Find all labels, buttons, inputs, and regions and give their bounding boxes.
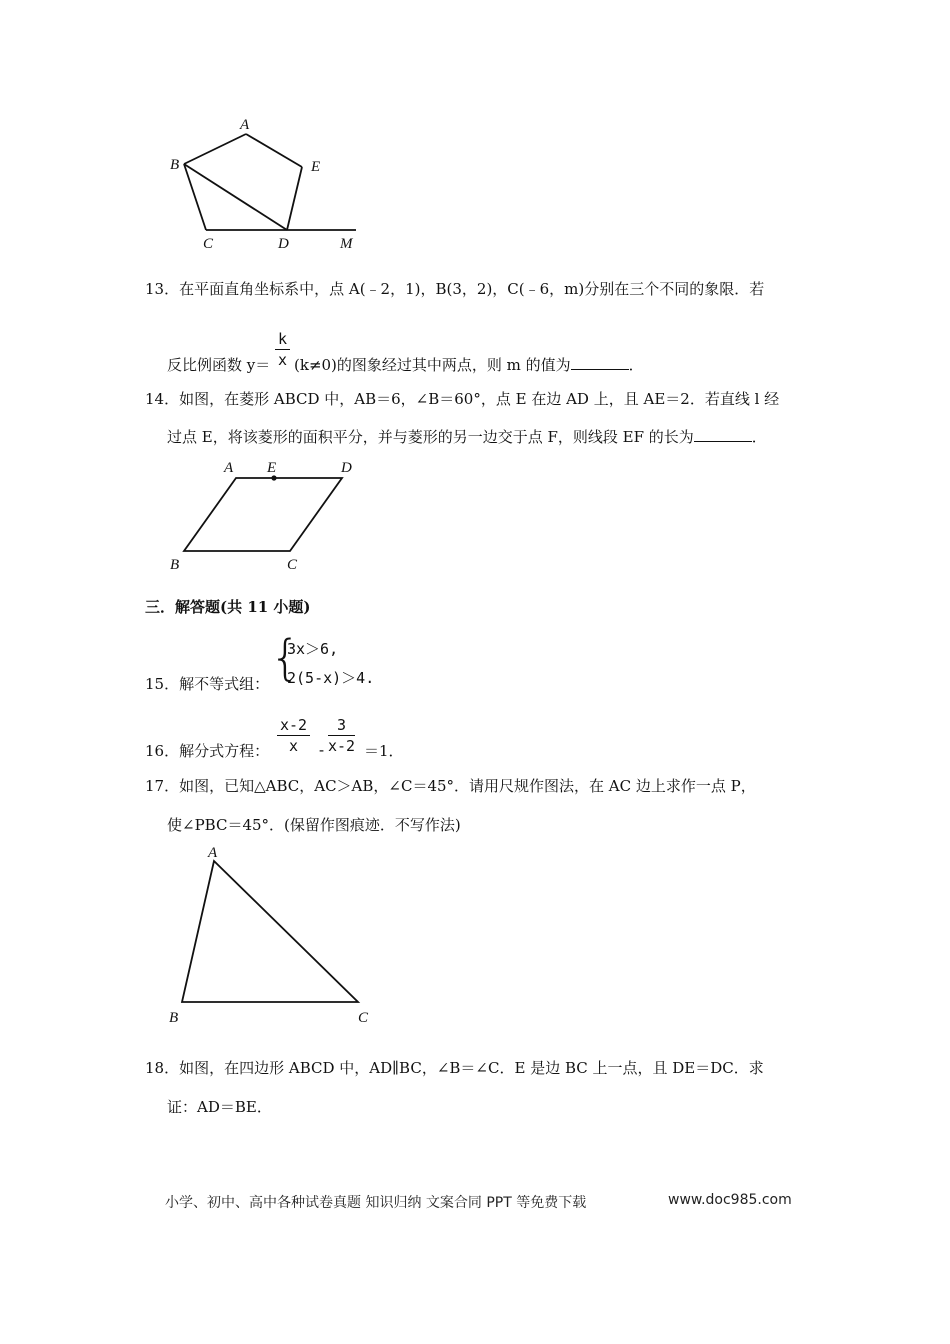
q16-number: 16．	[145, 742, 180, 760]
triangle-label-b: B	[169, 1010, 179, 1026]
rhombus-label-b: B	[170, 557, 180, 573]
q13-line1	[145, 278, 764, 299]
q15-number: 15．	[145, 675, 180, 693]
q13-line2-pre	[167, 354, 270, 375]
triangle-label-a: A	[208, 845, 218, 861]
q13-line2-post	[294, 354, 644, 375]
section-title: 三．解答题(共 11 小题)	[145, 598, 311, 616]
rhombus-figure	[160, 455, 370, 575]
q13-number: 13．	[145, 280, 180, 298]
q16-frac1-numerator: x-2	[277, 716, 310, 736]
pentagon-label-e: E	[311, 159, 321, 175]
triangle-figure	[160, 840, 390, 1030]
q16-frac2-numerator: 3	[328, 716, 355, 736]
q15-text: 解不等式组：	[179, 675, 270, 693]
q16-frac2-denominator: x-2	[328, 737, 356, 755]
q15-inequality-1: 3x＞6,	[287, 640, 339, 658]
q13-fraction	[275, 330, 290, 369]
q17-number: 17．	[145, 777, 180, 795]
q14-end: ．	[751, 428, 767, 446]
footer-text: 小学、初中、高中各种试卷真题 知识归纳 文案合同 PPT 等免费下载	[165, 1195, 587, 1211]
q13-text-pre: 反比例函数 y＝	[167, 356, 271, 374]
q15-brace: {	[270, 630, 301, 686]
q13-end: ．	[628, 356, 644, 374]
q18-line1	[145, 1057, 764, 1078]
q17-line2	[167, 814, 461, 835]
q16-fraction-1	[277, 716, 310, 755]
pentagon-label-b: B	[170, 157, 180, 173]
q18-line2	[167, 1096, 272, 1117]
q16-fraction-2	[328, 716, 355, 755]
q16-text: 解分式方程：	[179, 742, 270, 760]
q13-text-post: (k≠0)的图象经过其中两点，则 m 的值为	[294, 356, 571, 374]
footer-website-link[interactable]: www.doc985.com	[668, 1192, 792, 1208]
q18-text-line2: 证：AD＝BE．	[167, 1098, 272, 1116]
rhombus-label-c: C	[287, 557, 298, 573]
q17-text-line2: 使∠PBC＝45°．(保留作图痕迹．不写作法)	[167, 816, 461, 834]
pentagon-label-d: D	[278, 236, 289, 252]
q17-line1	[145, 775, 756, 796]
q17-text-line1: 如图，已知△ABC，AC＞AB，∠C＝45°．请用尺规作图法，在 AC 边上求作一点 P，	[179, 777, 756, 795]
q14-line1	[145, 388, 779, 409]
q13-text-line1: 在平面直角坐标系中，点 A(﹣2，1)，B(3，2)，C(﹣6，m)分别在三个不同的象限．若	[179, 280, 765, 298]
q16-minus: -	[317, 741, 327, 759]
q18-text-line1: 如图，在四边形 ABCD 中，AD∥BC，∠B＝∠C．E 是边 BC 上一点，且 DE＝DC．求	[179, 1059, 764, 1077]
triangle-label-c: C	[358, 1010, 369, 1026]
q13-frac-denominator: x	[278, 351, 288, 369]
q16-rhs: ＝1．	[364, 742, 404, 760]
q14-line2	[167, 426, 767, 447]
q14-text-line1: 如图，在菱形 ABCD 中，AB＝6，∠B＝60°，点 E 在边 AD 上，且 AE＝2．若直线 l 经	[179, 390, 780, 408]
pentagon-label-a: A	[240, 117, 250, 133]
q15-inequality-2: 2(5-x)＞4.	[287, 669, 375, 687]
q18-number: 18．	[145, 1059, 180, 1077]
point-e-marker	[271, 475, 276, 480]
pentagon-figure	[160, 112, 370, 252]
q13-answer-blank	[571, 355, 629, 370]
q14-answer-blank	[694, 427, 752, 442]
q14-text-line2: 过点 E，将该菱形的面积平分，并与菱形的另一边交于点 F，则线段 EF 的长为	[167, 428, 694, 446]
q15-line	[145, 673, 269, 694]
q16-frac1-denominator: x	[289, 737, 299, 755]
pentagon-label-c: C	[203, 236, 214, 252]
rhombus-label-e: E	[267, 460, 277, 476]
q16-line	[145, 740, 269, 761]
rhombus-label-a: A	[224, 460, 234, 476]
q13-frac-numerator: k	[275, 330, 290, 350]
pentagon-label-m: M	[340, 236, 353, 252]
rhombus-label-d: D	[341, 460, 352, 476]
q14-number: 14．	[145, 390, 180, 408]
